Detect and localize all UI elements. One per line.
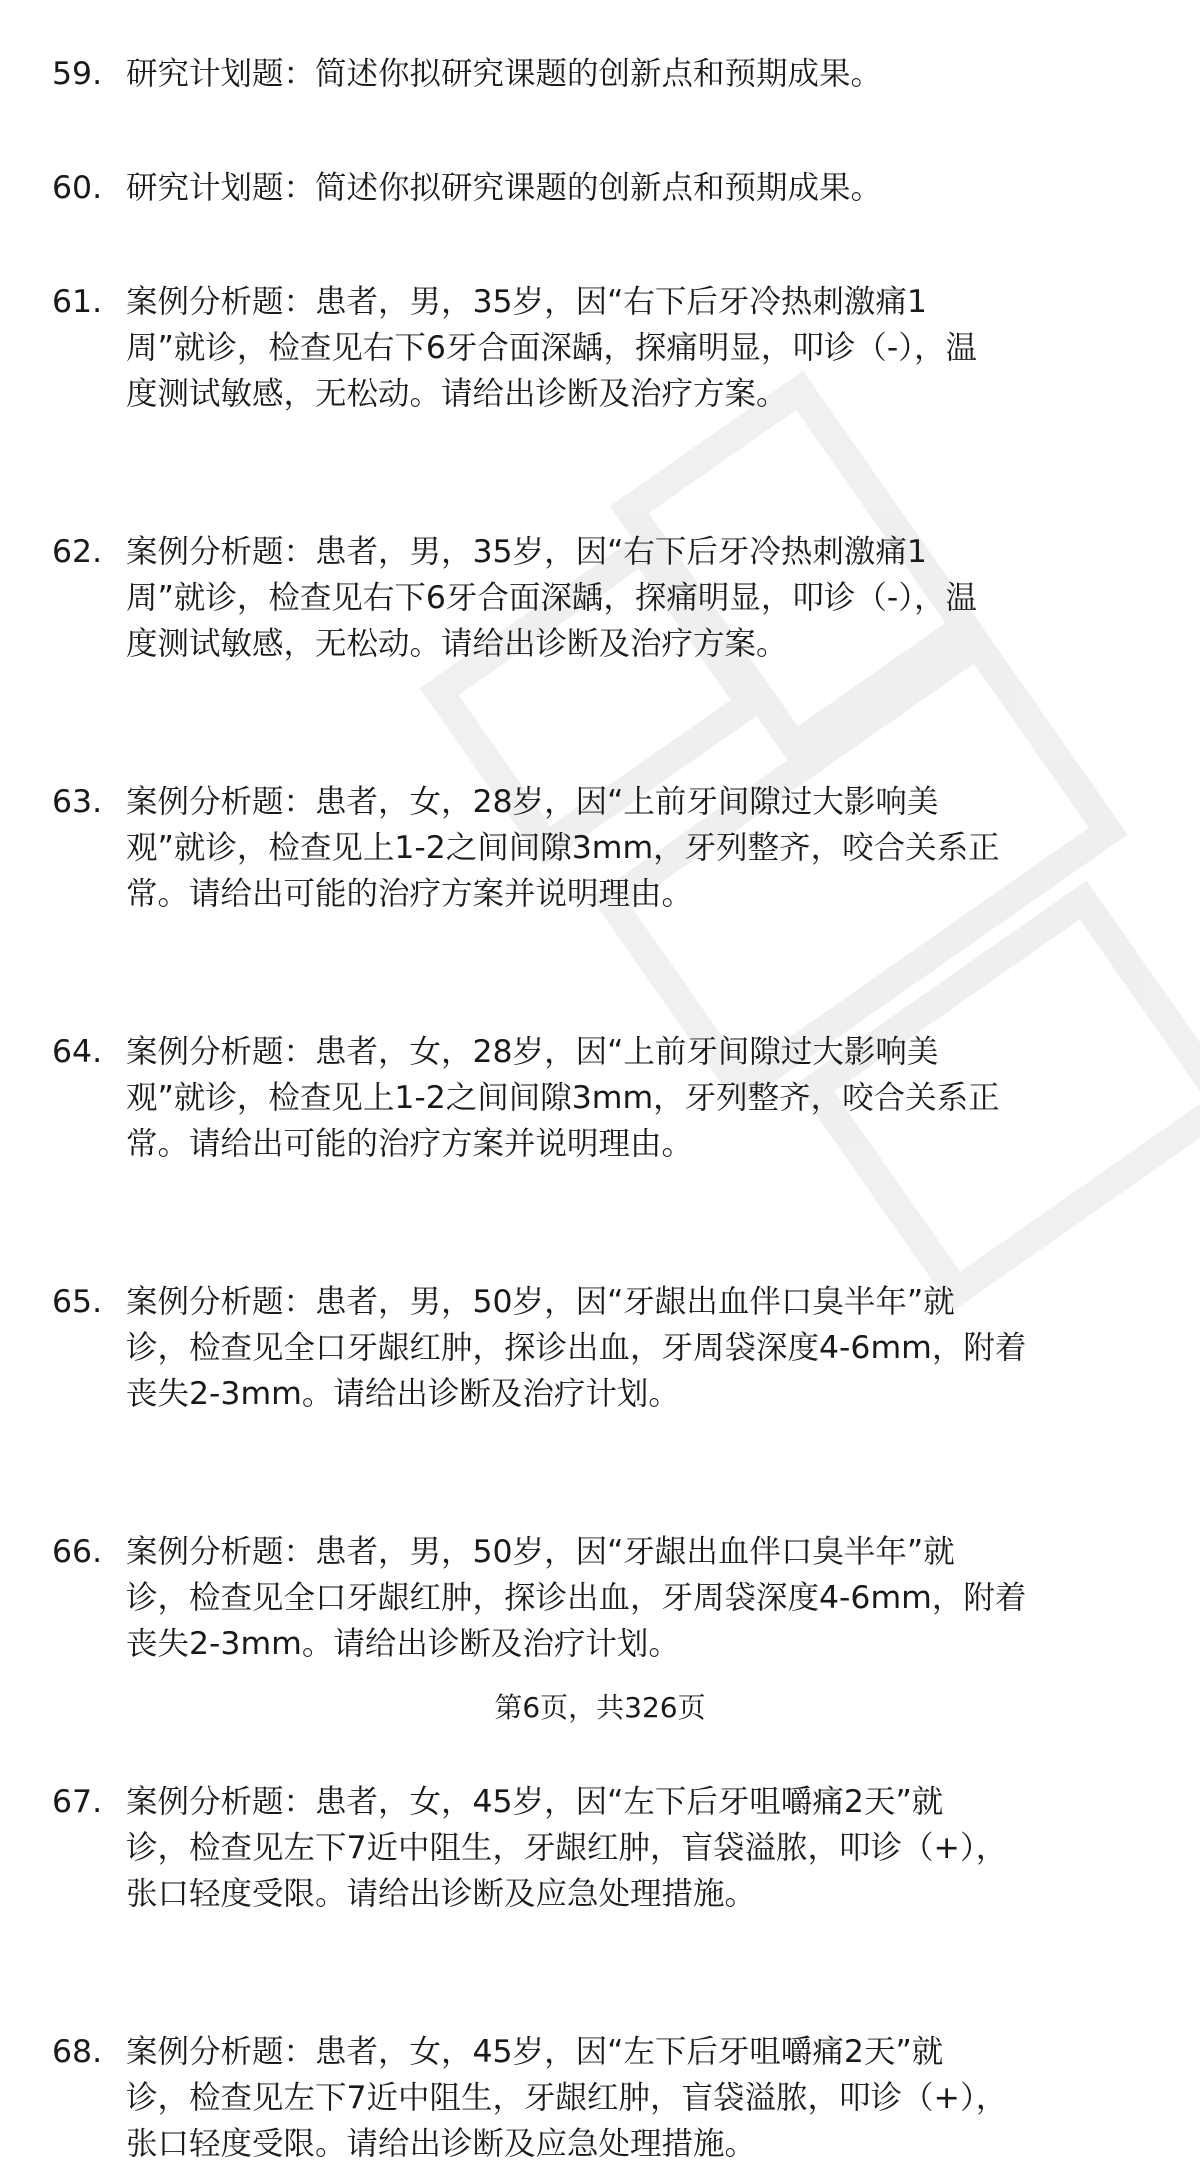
question-number: 67.	[52, 1784, 103, 1820]
question-text-line: 常。请给出可能的治疗方案并说明理由。	[126, 1126, 694, 1162]
question-text-line: 张口轻度受限。请给出诊断及应急处理措施。	[126, 1876, 757, 1912]
question-text-line: 案例分析题：患者，男，35岁，因“右下后牙冷热刺激痛1	[126, 284, 927, 320]
question-text-line: 常。请给出可能的治疗方案并说明理由。	[126, 876, 694, 912]
question-text-line: 研究计划题：简述你拟研究课题的创新点和预期成果。	[126, 56, 883, 92]
question-number: 66.	[52, 1534, 103, 1570]
question-text-line: 诊，检查见左下7近中阻生，牙龈红肿，盲袋溢脓，叩诊（+），	[126, 2080, 1008, 2116]
question-text-line: 观”就诊，检查见上1-2之间间隙3mm，牙列整齐，咬合关系正	[126, 1080, 1000, 1116]
page-number-label: 第6页，共326页	[494, 1691, 706, 1724]
question-text-line: 案例分析题：患者，女，45岁，因“左下后牙咀嚼痛2天”就	[126, 1784, 944, 1820]
question-text-line: 张口轻度受限。请给出诊断及应急处理措施。	[126, 2126, 757, 2162]
question-text-line: 案例分析题：患者，男，35岁，因“右下后牙冷热刺激痛1	[126, 534, 927, 570]
question-text-line: 丧失2-3mm。请给出诊断及治疗计划。	[126, 1626, 680, 1662]
question-text-line: 丧失2-3mm。请给出诊断及治疗计划。	[126, 1376, 680, 1412]
question-text-line: 度测试敏感，无松动。请给出诊断及治疗方案。	[126, 626, 788, 662]
question-text-line: 观”就诊，检查见上1-2之间间隙3mm，牙列整齐，咬合关系正	[126, 830, 1000, 866]
question-number: 65.	[52, 1284, 103, 1320]
question-text-line: 诊，检查见全口牙龈红肿，探诊出血，牙周袋深度4-6mm，附着	[126, 1330, 1027, 1366]
question-text-line: 诊，检查见全口牙龈红肿，探诊出血，牙周袋深度4-6mm，附着	[126, 1580, 1027, 1616]
question-text-line: 诊，检查见左下7近中阻生，牙龈红肿，盲袋溢脓，叩诊（+），	[126, 1830, 1008, 1866]
question-number: 59.	[52, 56, 103, 92]
question-text-line: 案例分析题：患者，女，45岁，因“左下后牙咀嚼痛2天”就	[126, 2034, 944, 2070]
question-text-line: 案例分析题：患者，男，50岁，因“牙龈出血伴口臭半年”就	[126, 1284, 955, 1320]
question-text-line: 周”就诊，检查见右下6牙合面深龋，探痛明显，叩诊（-），温	[126, 330, 977, 366]
question-number: 60.	[52, 170, 103, 206]
question-number: 62.	[52, 534, 103, 570]
question-number: 61.	[52, 284, 103, 320]
question-text-line: 案例分析题：患者，女，28岁，因“上前牙间隙过大影响美	[126, 1034, 939, 1070]
question-text-line: 度测试敏感，无松动。请给出诊断及治疗方案。	[126, 376, 788, 412]
question-number: 64.	[52, 1034, 103, 1070]
page-footer	[0, 1690, 1200, 1726]
question-text-line: 研究计划题：简述你拟研究课题的创新点和预期成果。	[126, 170, 883, 206]
question-text-line: 案例分析题：患者，女，28岁，因“上前牙间隙过大影响美	[126, 784, 939, 820]
question-number: 63.	[52, 784, 103, 820]
question-text-line: 周”就诊，检查见右下6牙合面深龋，探痛明显，叩诊（-），温	[126, 580, 977, 616]
question-number: 68.	[52, 2034, 103, 2070]
question-text-line: 案例分析题：患者，男，50岁，因“牙龈出血伴口臭半年”就	[126, 1534, 955, 1570]
